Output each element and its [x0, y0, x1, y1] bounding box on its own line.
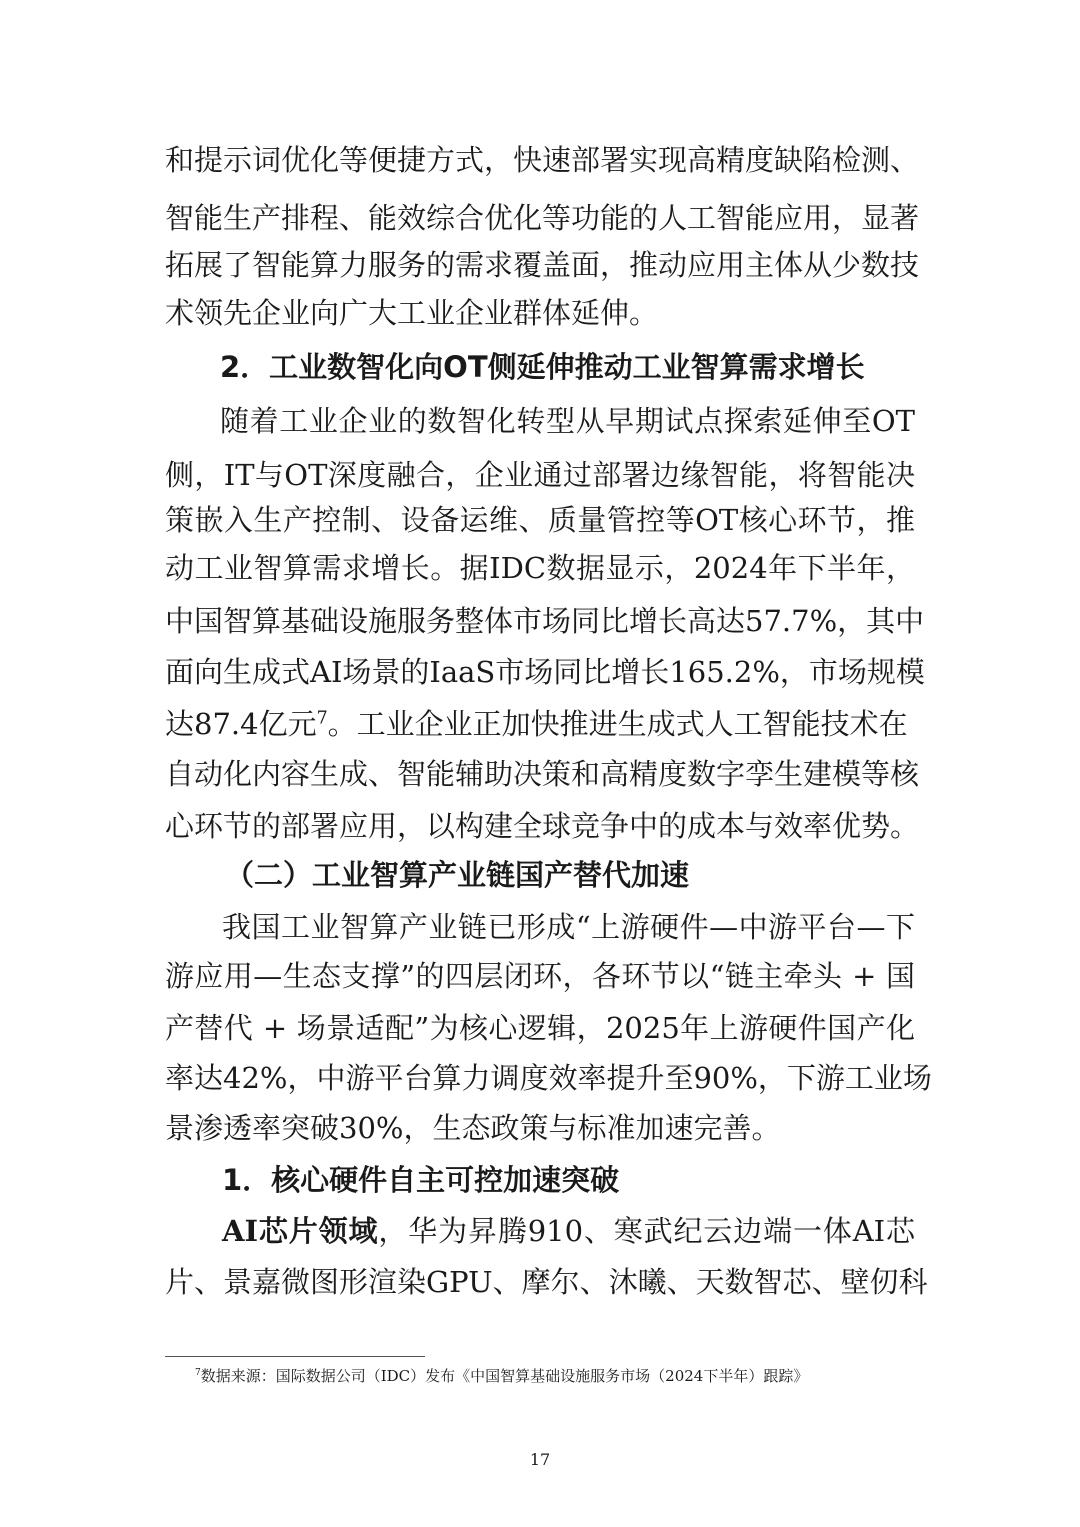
- bold-lead-term: AI芯片领域: [222, 1214, 379, 1248]
- paragraph-line: 侧，IT与OT深度融合，企业通过部署边缘智能，将智能决: [165, 458, 915, 492]
- line-text: 达87.4亿元: [165, 707, 317, 741]
- line-text: ，华为昇腾910、寒武纪云边端一体AI芯: [378, 1214, 915, 1248]
- section-heading: （二）工业智算产业链国产替代加速: [225, 858, 690, 892]
- subsection-heading: 2．工业数智化向OT侧延伸推动工业智算需求增长: [220, 350, 865, 384]
- paragraph-line: 产替代 + 场景适配”为核心逻辑，2025年上游硬件国产化: [165, 1011, 915, 1045]
- paragraph-line: 策嵌入生产控制、设备运维、质量管控等OT核心环节，推: [165, 503, 915, 537]
- paragraph-line: 随着工业企业的数智化转型从早期试点探索延伸至OT: [220, 404, 915, 438]
- paragraph-line: 术领先企业向广大工业企业群体延伸。: [165, 296, 659, 330]
- footnote-marker: 7: [195, 1368, 201, 1378]
- paragraph-line: 率达42%，中游平台算力调度效率提升至90%，下游工业场: [165, 1061, 932, 1095]
- paragraph-line: 拓展了智能算力服务的需求覆盖面，推动应用主体从少数技: [165, 248, 920, 282]
- footnote: [195, 1366, 808, 1386]
- paragraph-line: 游应用—生态支撑”的四层闭环，各环节以“链主牵头 + 国: [165, 959, 915, 993]
- page-number: 17: [529, 1450, 551, 1469]
- paragraph-line-with-footnote: [165, 704, 915, 744]
- paragraph-line: 景渗透率突破30%，生态政策与标准加速完善。: [165, 1111, 781, 1145]
- paragraph-line: 心环节的部署应用，以构建全球竞争中的成本与效率优势。: [165, 809, 920, 843]
- paragraph-line: 和提示词优化等便捷方式，快速部署实现高精度缺陷检测、: [165, 143, 920, 177]
- footnote-divider: [165, 1356, 425, 1357]
- paragraph-line: 中国智算基础设施服务整体市场同比增长高达57.7%，其中: [165, 604, 925, 638]
- paragraph-line: 智能生产排程、能效综合优化等功能的人工智能应用，显著: [165, 201, 920, 235]
- footnote-reference: 7: [316, 708, 328, 729]
- subsection-heading: 1．核心硬件自主可控加速突破: [222, 1163, 620, 1197]
- line-text: 。工业企业正加快推进生成式人工智能技术在: [327, 707, 908, 741]
- paragraph-line-with-bold-lead: [222, 1211, 915, 1251]
- paragraph-line: 我国工业智算产业链已形成“上游硬件—中游平台—下: [222, 910, 915, 944]
- footnote-text: 数据来源：国际数据公司（IDC）发布《中国智算基础设施服务市场（2024下半年）跟踪》: [200, 1367, 809, 1385]
- paragraph-line: 片、景嘉微图形渲染GPU、摩尔、沐曦、天数智芯、壁仞科: [165, 1265, 928, 1299]
- paragraph-line: 面向生成式AI场景的IaaS市场同比增长165.2%，市场规模: [165, 655, 925, 689]
- paragraph-line: 动工业智算需求增长。据IDC数据显示，2024年下半年，: [165, 551, 915, 585]
- paragraph-line: 自动化内容生成、智能辅助决策和高精度数字孪生建模等核: [165, 757, 920, 791]
